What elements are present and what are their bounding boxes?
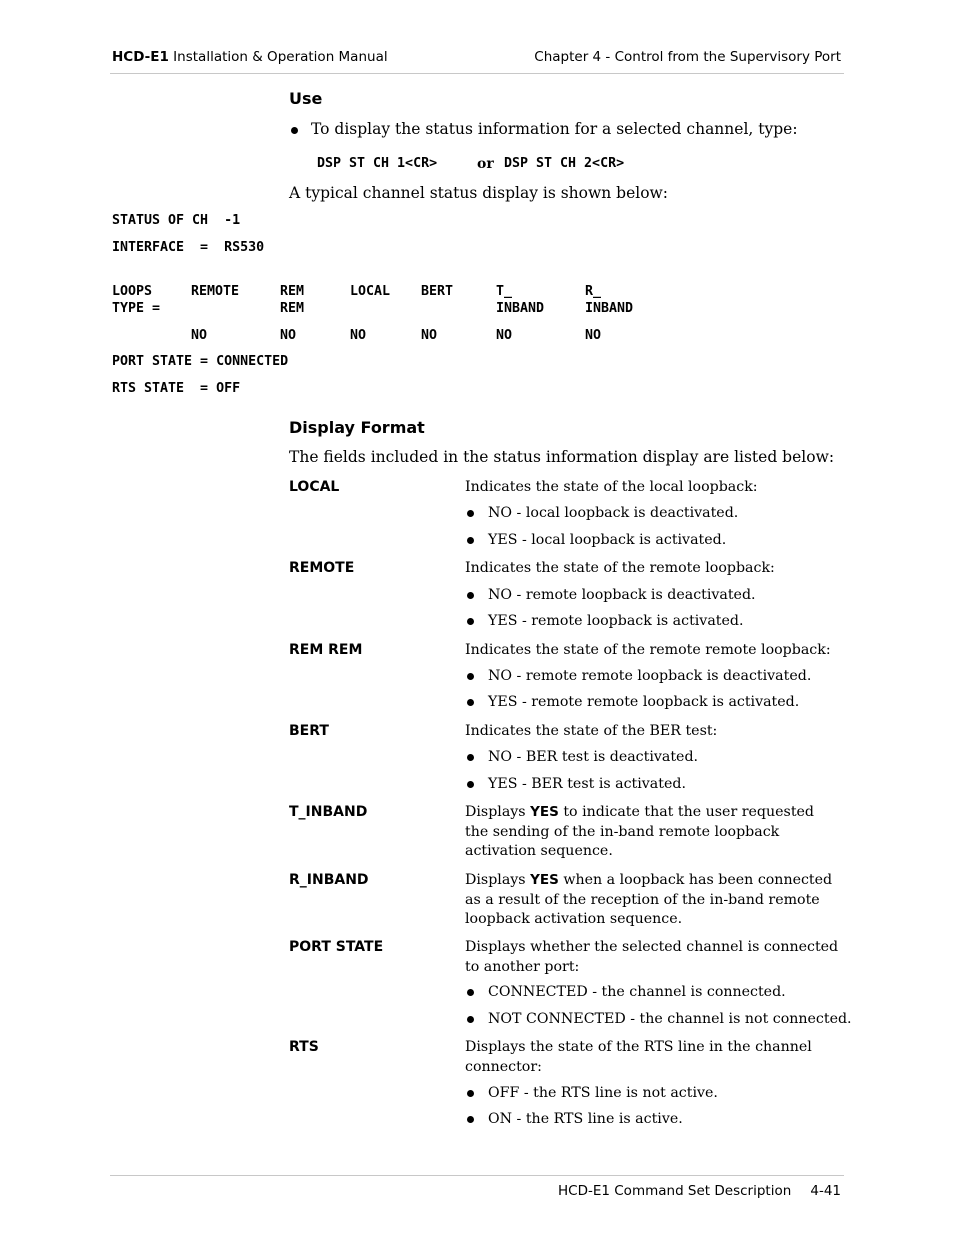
typical-display-text: A typical channel status display is shown below: — [289, 184, 669, 202]
field-term-rts: RTS — [289, 1039, 319, 1055]
field-bullet: YES - remote loopback is activated. — [488, 613, 744, 629]
field-bullet: NO - remote loopback is deactivated. — [488, 587, 756, 603]
bullet-icon — [467, 592, 474, 599]
field-desc-r-inband — [465, 871, 840, 930]
terminal-status-of-ch: STATUS OF CH -1 — [112, 213, 241, 228]
field-desc-rem-rem: Indicates the state of the remote remote loopback: — [465, 642, 831, 658]
command-1: DSP ST CH 1<CR> — [317, 156, 438, 171]
header-doc-title-rest: Installation & Operation Manual — [168, 49, 388, 65]
bullet-icon — [467, 618, 474, 625]
bullet-icon — [467, 510, 474, 517]
command-or: or — [477, 156, 494, 172]
field-term-bert: BERT — [289, 723, 329, 739]
field-bullet: CONNECTED - the channel is connected. — [488, 984, 786, 1000]
bullet-icon — [467, 1116, 474, 1123]
terminal-value-remote: NO — [191, 328, 208, 343]
bullet-icon — [467, 1090, 474, 1097]
terminal-col-remote: REMOTE — [191, 284, 240, 299]
field-bullet: ON - the RTS line is active. — [488, 1111, 683, 1127]
desc-post: to indicate that the user requested the sending of the in-band remote loopback activation sequence. — [465, 804, 814, 859]
terminal-col-t: T_ — [496, 284, 513, 299]
terminal-col-type: TYPE = — [112, 301, 161, 316]
terminal-value-bert: NO — [421, 328, 438, 343]
desc-pre: Displays — [465, 872, 531, 888]
command-2: DSP ST CH 2<CR> — [504, 156, 625, 171]
terminal-col-bert: BERT — [421, 284, 454, 299]
header-chapter: Chapter 4 - Control from the Supervisory Port — [534, 49, 841, 65]
field-term-local: LOCAL — [289, 479, 340, 495]
field-term-rem-rem: REM REM — [289, 642, 363, 658]
bullet-icon — [467, 673, 474, 680]
field-desc-remote: Indicates the state of the remote loopback: — [465, 560, 775, 576]
field-desc-port-state: Displays whether the selected channel is connected to another port: — [465, 939, 839, 975]
bullet-icon — [467, 699, 474, 706]
display-format-heading: Display Format — [289, 418, 425, 437]
use-heading: Use — [289, 89, 323, 108]
desc-yes: YES — [530, 804, 559, 820]
terminal-port-state: PORT STATE = CONNECTED — [112, 354, 289, 369]
field-bullet: YES - local loopback is activated. — [488, 532, 727, 548]
field-desc-bert: Indicates the state of the BER test: — [465, 723, 718, 739]
terminal-value-rem-rem: NO — [280, 328, 297, 343]
terminal-col-r-inband: INBAND — [585, 301, 634, 316]
terminal-rts-state: RTS STATE = OFF — [112, 381, 241, 396]
terminal-col-r: R_ — [585, 284, 602, 299]
field-term-remote: REMOTE — [289, 560, 355, 576]
terminal-col-loops: LOOPS — [112, 284, 153, 299]
field-term-port-state: PORT STATE — [289, 939, 384, 955]
header-rule — [110, 73, 844, 74]
bullet-icon — [291, 127, 298, 134]
field-desc-t-inband — [465, 803, 840, 862]
desc-pre: Displays — [465, 804, 531, 820]
field-term-r-inband: R_INBAND — [289, 872, 369, 888]
terminal-col-rem-1: REM — [280, 284, 305, 299]
terminal-col-rem-2: REM — [280, 301, 305, 316]
desc-post: when a loopback has been connected as a result of the reception of the in-band remote loopback activation sequence. — [465, 872, 833, 927]
field-bullet: NO - BER test is deactivated. — [488, 749, 699, 765]
display-format-intro: The fields included in the status information display are listed below: — [289, 448, 835, 466]
field-desc-local: Indicates the state of the local loopback: — [465, 479, 758, 495]
field-desc-rts: Displays the state of the RTS line in the channel connector: — [465, 1039, 812, 1075]
terminal-value-local: NO — [350, 328, 367, 343]
field-bullet: YES - BER test is activated. — [488, 776, 686, 792]
field-term-t-inband: T_INBAND — [289, 804, 368, 820]
bullet-icon — [467, 989, 474, 996]
bullet-icon — [467, 1016, 474, 1023]
terminal-interface: INTERFACE = RS530 — [112, 240, 265, 255]
header-doc-title-bold: HCD-E1 — [112, 49, 169, 65]
terminal-col-local: LOCAL — [350, 284, 391, 299]
bullet-icon — [467, 754, 474, 761]
field-bullet: NO - remote remote loopback is deactivated. — [488, 668, 812, 684]
terminal-value-t-inband: NO — [496, 328, 513, 343]
field-bullet: NO - local loopback is deactivated. — [488, 505, 739, 521]
field-bullet: NOT CONNECTED - the channel is not connected. — [488, 1011, 852, 1027]
bullet-icon — [467, 537, 474, 544]
footer-page-number: 4-41 — [810, 1183, 841, 1199]
desc-yes: YES — [530, 872, 559, 888]
field-bullet: YES - remote remote loopback is activated. — [488, 694, 800, 710]
terminal-value-r-inband: NO — [585, 328, 602, 343]
header-doc-title — [112, 49, 388, 65]
footer-section: HCD-E1 Command Set Description — [558, 1183, 792, 1199]
field-bullet: OFF - the RTS line is not active. — [488, 1085, 718, 1101]
use-bullet-text: To display the status information for a selected channel, type: — [311, 120, 798, 138]
footer-rule — [110, 1175, 844, 1176]
bullet-icon — [467, 781, 474, 788]
terminal-col-t-inband: INBAND — [496, 301, 545, 316]
